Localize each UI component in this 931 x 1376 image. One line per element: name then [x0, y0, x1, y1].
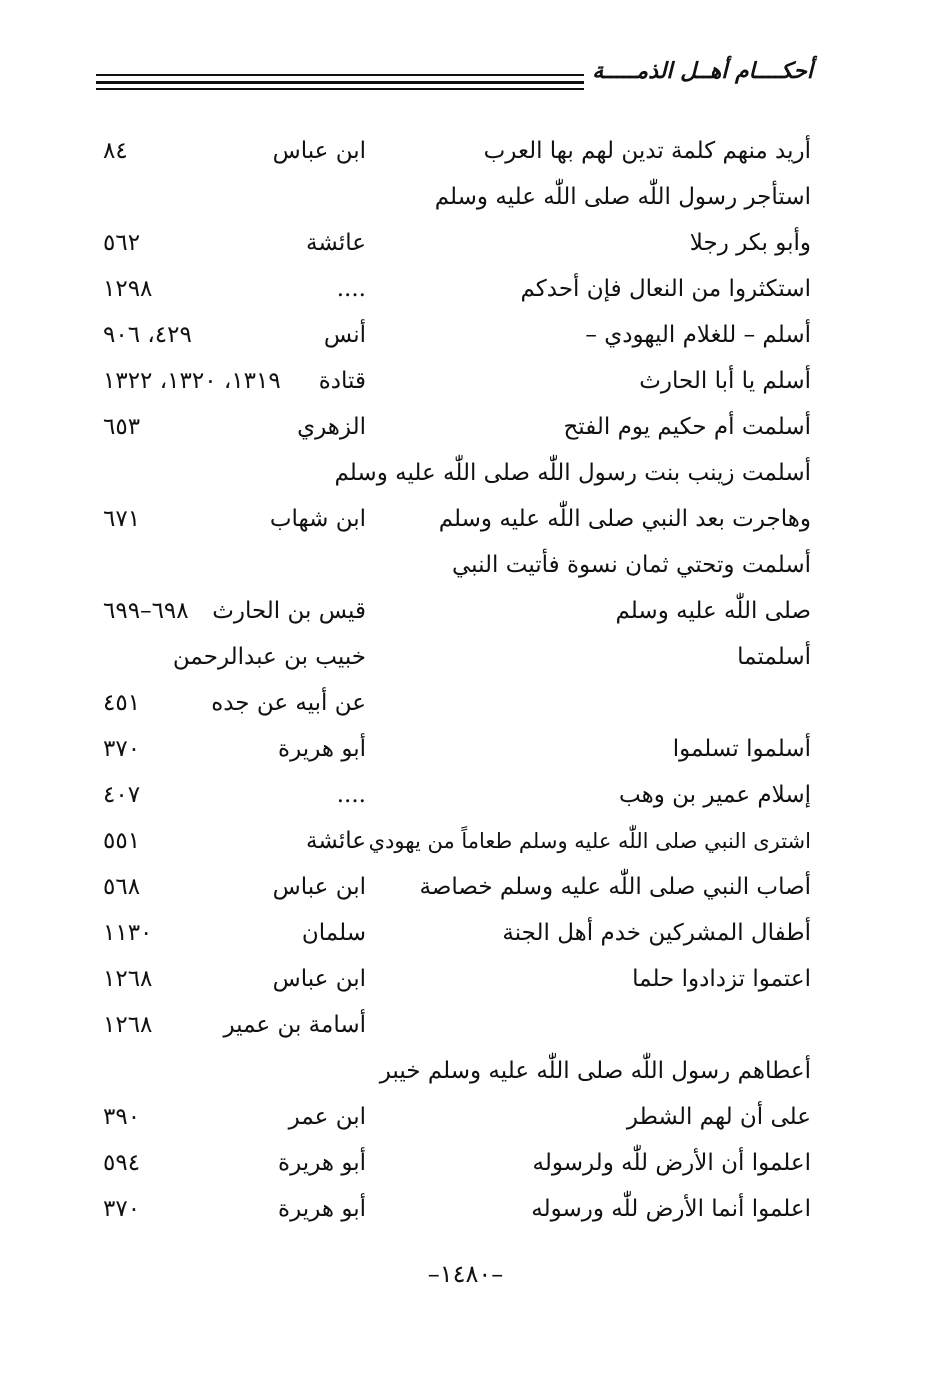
index-entry — [0, 642, 931, 688]
entry-pages: ٦٧١ — [103, 506, 141, 532]
index-entry — [0, 228, 931, 274]
index-entry — [0, 320, 931, 366]
entry-narrator: ابن عباس — [272, 966, 366, 992]
page-number: –١٤٨٠– — [427, 1260, 504, 1288]
header-title: أحكــــام أهــل الذمـــــة — [592, 58, 813, 84]
header-rule — [96, 74, 584, 76]
entry-pages: ٥٦٢ — [103, 230, 141, 256]
entry-text: أسلمت أم حكيم يوم الفتح — [563, 414, 811, 440]
entry-pages: ٥٥١ — [103, 828, 141, 854]
header-rule — [96, 88, 584, 90]
entry-text: اعتموا تزدادوا حلما — [632, 966, 811, 992]
index-entry — [0, 1194, 931, 1240]
index-entry — [0, 964, 931, 1010]
entry-text: صلى اللّٰه عليه وسلم — [615, 598, 811, 624]
index-entry — [0, 1010, 931, 1056]
entry-text: أصاب النبي صلى اللّٰه عليه وسلم خصاصة — [419, 874, 811, 900]
entry-narrator: عائشة — [306, 230, 366, 256]
entry-text: أسلمت زينب بنت رسول اللّٰه صلى اللّٰه عليه وسلم — [334, 460, 811, 486]
entry-narrator: قتادة — [318, 368, 366, 394]
entry-text: أسلم يا أبا الحارث — [639, 368, 811, 394]
entry-text: على أن لهم الشطر — [626, 1104, 811, 1130]
index-entry — [0, 136, 931, 182]
entry-pages: ٤٥١ — [103, 690, 141, 716]
index-entry — [0, 550, 931, 596]
entry-text: اشترى النبي صلى اللّٰه عليه وسلم طعاماً من يهودي — [368, 829, 811, 853]
entry-pages: ٦٥٣ — [103, 414, 141, 440]
index-entry — [0, 1102, 931, 1148]
entry-narrator: عن أبيه عن جده — [211, 690, 366, 716]
entry-narrator: ابن عباس — [272, 138, 366, 164]
entry-text: أطفال المشركين خدم أهل الجنة — [502, 920, 811, 946]
index-entry — [0, 458, 931, 504]
index-entry — [0, 1056, 931, 1102]
entry-narrator: .... — [336, 276, 366, 302]
entry-text: أسلمت وتحتي ثمان نسوة فأتيت النبي — [451, 552, 811, 578]
entry-narrator: ابن عمر — [288, 1104, 366, 1130]
entry-pages: ١٢٦٨ — [103, 1012, 153, 1038]
entry-text: اعلموا أن الأرض للّٰه ولرسوله — [532, 1150, 811, 1176]
entry-text: أسلم – للغلام اليهودي – — [585, 322, 811, 348]
index-entry — [0, 366, 931, 412]
entry-pages: ١٣١٩، ١٣٢٠، ١٣٢٢ — [103, 368, 281, 394]
entry-pages: ٤٠٧ — [103, 782, 141, 808]
entry-narrator: أبو هريرة — [278, 1196, 366, 1222]
entry-pages: ١١٣٠ — [103, 920, 153, 946]
entry-narrator: أبو هريرة — [278, 736, 366, 762]
entry-text: إسلام عمير بن وهب — [619, 782, 811, 808]
index-entry — [0, 780, 931, 826]
index-entry — [0, 734, 931, 780]
entry-pages: ٣٧٠ — [103, 736, 141, 762]
entry-narrator: سلمان — [301, 920, 366, 946]
entry-narrator: أبو هريرة — [278, 1150, 366, 1176]
entry-pages: ٣٩٠ — [103, 1104, 141, 1130]
header-rule — [96, 81, 584, 84]
entry-narrator: ابن عباس — [272, 874, 366, 900]
entry-narrator: عائشة — [306, 828, 366, 854]
index-entry — [0, 918, 931, 964]
entry-text: استكثروا من النعال فإن أحدكم — [520, 276, 811, 302]
entry-narrator: أنس — [323, 322, 366, 348]
entry-narrator: ابن شهاب — [269, 506, 366, 532]
index-entry — [0, 504, 931, 550]
index-entry — [0, 872, 931, 918]
entry-text: أسلمتما — [737, 644, 811, 670]
entry-text: أريد منهم كلمة تدين لهم بها العرب — [483, 138, 811, 164]
index-entry — [0, 1148, 931, 1194]
index-entry — [0, 826, 931, 872]
entry-narrator: الزهري — [297, 414, 366, 440]
index-entry — [0, 596, 931, 642]
entry-narrator: أسامة بن عمير — [223, 1012, 366, 1038]
entry-pages: ٥٦٨ — [103, 874, 141, 900]
entry-pages: ٣٧٠ — [103, 1196, 141, 1222]
entry-narrator: قيس بن الحارث — [212, 598, 366, 624]
entry-pages: ٥٩٤ — [103, 1150, 141, 1176]
entry-text: وأبو بكر رجلا — [689, 230, 811, 256]
entry-pages: ٦٩٨–٦٩٩ — [103, 598, 189, 624]
entry-narrator: خبيب بن عبدالرحمن — [172, 644, 366, 670]
entry-narrator: .... — [336, 782, 366, 808]
entry-text: وهاجرت بعد النبي صلى اللّٰه عليه وسلم — [438, 506, 811, 532]
index-entry — [0, 182, 931, 228]
entry-pages: ١٢٦٨ — [103, 966, 153, 992]
entry-pages: ٤٢٩، ٩٠٦ — [103, 322, 192, 348]
index-entry — [0, 412, 931, 458]
entry-pages: ٨٤ — [103, 138, 128, 164]
entry-pages: ١٢٩٨ — [103, 276, 153, 302]
entry-text: أعطاهم رسول اللّٰه صلى اللّٰه عليه وسلم خيبر — [379, 1058, 811, 1084]
entry-text: أسلموا تسلموا — [672, 736, 811, 762]
entry-text: استأجر رسول اللّٰه صلى اللّٰه عليه وسلم — [434, 184, 811, 210]
index-entry — [0, 274, 931, 320]
index-entry — [0, 688, 931, 734]
entry-text: اعلموا أنما الأرض للّٰه ورسوله — [531, 1196, 811, 1222]
